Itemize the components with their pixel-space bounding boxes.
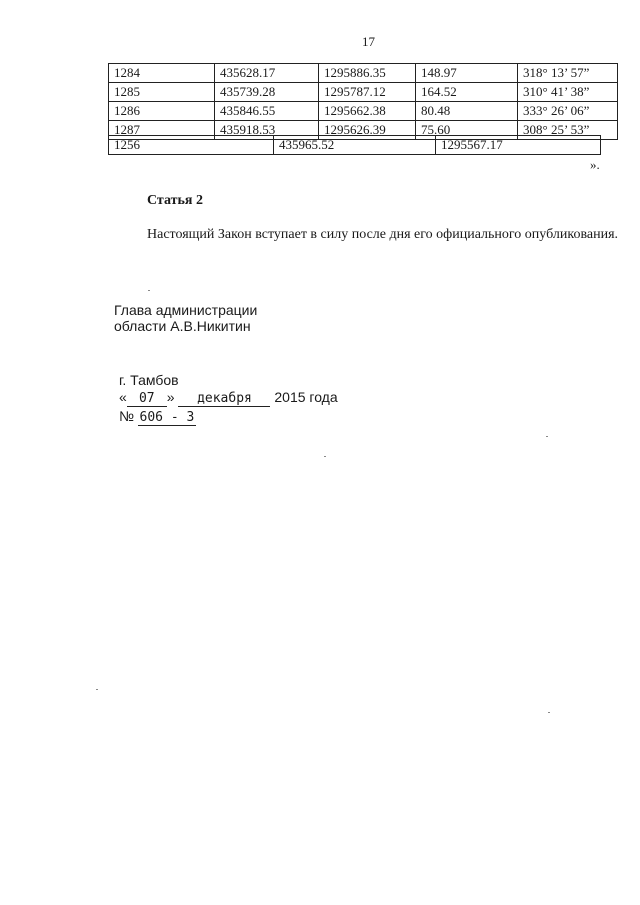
article-text: Настоящий Закон вступает в силу после дня его официального опубликования. <box>147 227 619 242</box>
page-number: 17 <box>362 34 375 49</box>
table-cell-distance: 148.97 <box>416 64 518 83</box>
table-cell-x: 435628.17 <box>215 64 319 83</box>
table-row <box>109 83 618 102</box>
table-cell-point: 1287 <box>109 121 215 140</box>
table-row <box>109 136 601 155</box>
date-day-handwritten: 07 <box>127 392 167 407</box>
table-row <box>109 102 618 121</box>
close-quote: » <box>166 389 175 405</box>
scan-speck <box>546 436 548 437</box>
open-quote: « <box>119 389 127 405</box>
city-label: г. Тамбов <box>119 372 179 388</box>
table-cell-point: 1256 <box>109 136 274 155</box>
table-cell-distance: 164.52 <box>416 83 518 102</box>
scan-speck <box>324 456 326 457</box>
table-row <box>109 64 618 83</box>
scan-speck <box>548 712 550 713</box>
date-year: 2015 года <box>274 389 338 405</box>
table-cell-x: 435739.28 <box>215 83 319 102</box>
closing-quote-mark: ». <box>590 157 600 172</box>
number-sign: № <box>119 408 135 424</box>
signature-block <box>114 302 257 334</box>
coordinates-last-row <box>108 135 601 155</box>
scan-speck <box>96 689 98 690</box>
table-cell-point: 1286 <box>109 102 215 121</box>
signer-name: области А.В.Никитин <box>114 318 251 334</box>
table-cell-y: 1295626.39 <box>319 121 416 140</box>
table-cell-point: 1285 <box>109 83 215 102</box>
table-cell-angle: 333° 26’ 06” <box>518 102 618 121</box>
table-cell-y: 1295567.17 <box>436 136 601 155</box>
table-cell-x: 435918.53 <box>215 121 319 140</box>
date-line <box>119 389 338 407</box>
table-cell-y: 1295787.12 <box>319 83 416 102</box>
table-cell-angle: 308° 25’ 53” <box>518 121 618 140</box>
scan-speck <box>148 290 150 291</box>
table-cell-x: 435846.55 <box>215 102 319 121</box>
table-cell-y: 1295662.38 <box>319 102 416 121</box>
coordinates-table <box>108 63 618 140</box>
registration-number-line <box>119 408 196 426</box>
registration-number-handwritten: 606 - З <box>139 410 195 425</box>
table-cell-distance: 80.48 <box>416 102 518 121</box>
article-heading: Статья 2 <box>147 193 203 208</box>
table-cell-x: 435965.52 <box>274 136 436 155</box>
table-cell-y: 1295886.35 <box>319 64 416 83</box>
table-cell-angle: 310° 41’ 38” <box>518 83 618 102</box>
signer-title: Глава администрации <box>114 302 258 318</box>
date-month-handwritten: декабря <box>178 392 270 407</box>
table-cell-point: 1284 <box>109 64 215 83</box>
table-cell-distance: 75.60 <box>416 121 518 140</box>
table-cell-angle: 318° 13’ 57” <box>518 64 618 83</box>
